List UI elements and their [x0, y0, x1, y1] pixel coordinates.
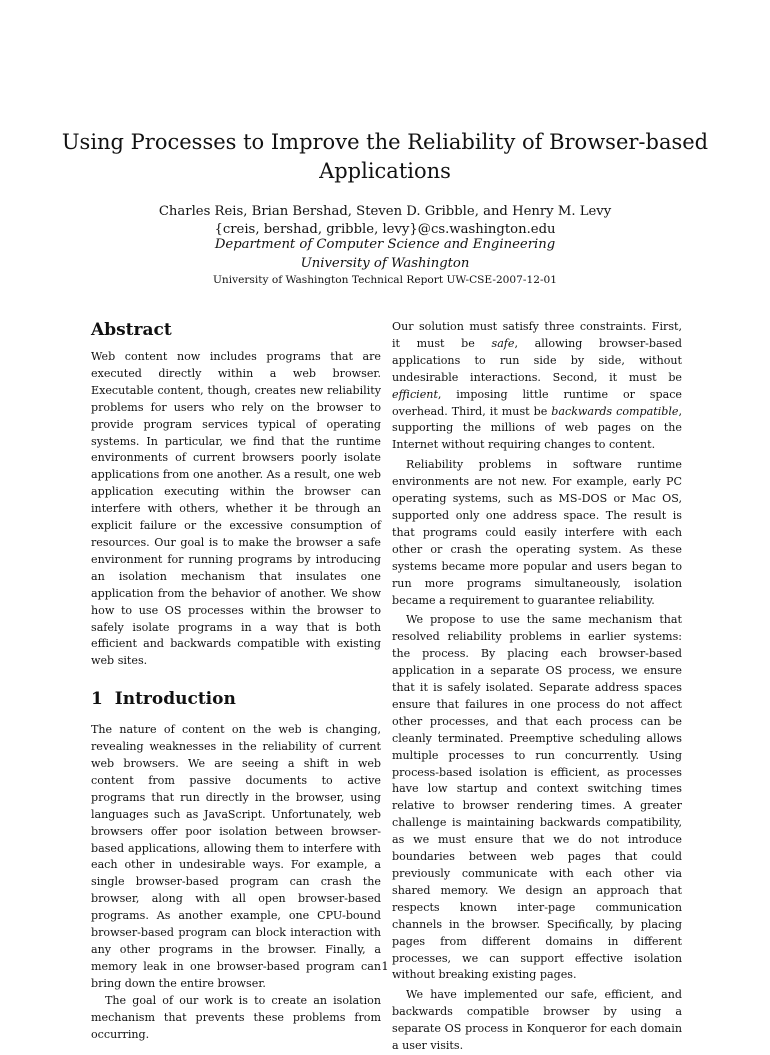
text-run: , supporting the millions of web pages on the Internet without requiring changes to content. [392, 404, 682, 452]
section-number: 1 [91, 689, 103, 710]
author-names: Charles Reis, Brian Bershad, Steven D. Gribble, and Henry M. Levy [158, 204, 612, 219]
implementation-paragraph: We have implemented our safe, efficient, and backwards compatible browser by using a separate OS process in Konqueror for each domain a user visits. [392, 988, 682, 1053]
text-run: , allowing browser-based applications to run side by side, without undesirable interactions. Second, it must be [392, 336, 682, 384]
emphasis-compatible: backwards compatible [551, 404, 679, 418]
proposal-paragraph: We propose to use the same mechanism that resolved reliability problems in earlier systems: the process. By placing each browser-based application in a separate OS process, we ensure that it is safely isolated. Separate address spaces ensure that failures in one process do not affect other processes, and that each process can be cleanly terminated. Preemptive scheduling allows multiple processes to run concurrently. Using process-based isolation is efficient, as processes have low startup and context switching times relative to browser rendering times. A greater challenge is maintaining backwards compatibility, as we must ensure that we do not introduce boundaries between web pages that could previously communicate with each other via shared memory. We design an approach that respects known inter-page communication channels in the browser. Specifically, by placing pages from different domains in different processes, we can support effective isolation without breaking existing pages. [392, 613, 682, 982]
affiliation [0, 235, 770, 273]
page-number: 1 [381, 959, 389, 973]
section-title: Introduction [114, 689, 236, 710]
abstract-text: Web content now includes programs that are executed directly within a web browser. Executable content, though, creates new reliability problems for users who rely on the browser to provide program services typical of operating systems. In particular, we find that the runtime environments of current browsers poorly isolate applications from one another. As a result, one web application executing within the browser can interfere with others, whether it be through an explicit failure or the excessive consumption of resources. Our goal is to make the browser a safe environment for running programs by introducing an isolation mechanism that insulates one application from the behavior of another. We show how to use OS processes within the browser to safely isolate programs in a way that is both efficient and backwards compatible with existing web sites. [91, 350, 381, 668]
department: Department of Computer Science and Engineering [214, 237, 556, 252]
intro-paragraph-1: The nature of content on the web is changing, revealing weaknesses in the reliability of current web browsers. We are seeing a shift in web content from passive documents to active programs that run directly in the browser, using languages such as JavaScript. Unfortunately, web browsers offer poor isolation between browser-based applications, allowing them to interfere with each other in undesirable ways. For example, a single browser-based program can crash the browser, along with all open browser-based programs. As another example, one CPU-bound browser-based program can block interaction with any other programs in the browser. Finally, a memory leak in one browser-based program can bring down the entire browser. [91, 723, 381, 990]
author-emails: {creis, bershad, gribble, levy}@cs.washington.edu [214, 222, 556, 237]
reliability-paragraph: Reliability problems in software runtime environments are not new. For example, early PC operating systems, such as MS-DOS or Mac OS, supported only one address space. The result is that programs could easily interfere with each other or crash the operating system. As these systems became more popular and users began to run more programs simultaneously, isolation became a requirement to guarantee reliability. [392, 458, 682, 607]
abstract-heading: Abstract [91, 320, 172, 340]
intro-paragraph-2: The goal of our work is to create an isolation mechanism that prevents these problems from occurring. [91, 993, 381, 1041]
paper-title: Using Processes to Improve the Reliability of Browser-based Applications [61, 130, 709, 183]
text-run: Our solution must satisfy three constraints. First, it must be [392, 320, 682, 350]
report-number: University of Washington Technical Report UW-CSE-2007-12-01 [212, 274, 558, 286]
introduction-heading [91, 688, 381, 710]
right-column [392, 319, 682, 1055]
left-column [91, 319, 381, 1043]
author-block [0, 203, 770, 239]
emphasis-efficient: efficient [392, 387, 438, 401]
emphasis-safe: safe [491, 336, 515, 350]
university: University of Washington [300, 256, 470, 271]
constraints-paragraph [392, 319, 682, 454]
text-run: , imposing little runtime or space overhead. Third, it must be [392, 387, 682, 418]
